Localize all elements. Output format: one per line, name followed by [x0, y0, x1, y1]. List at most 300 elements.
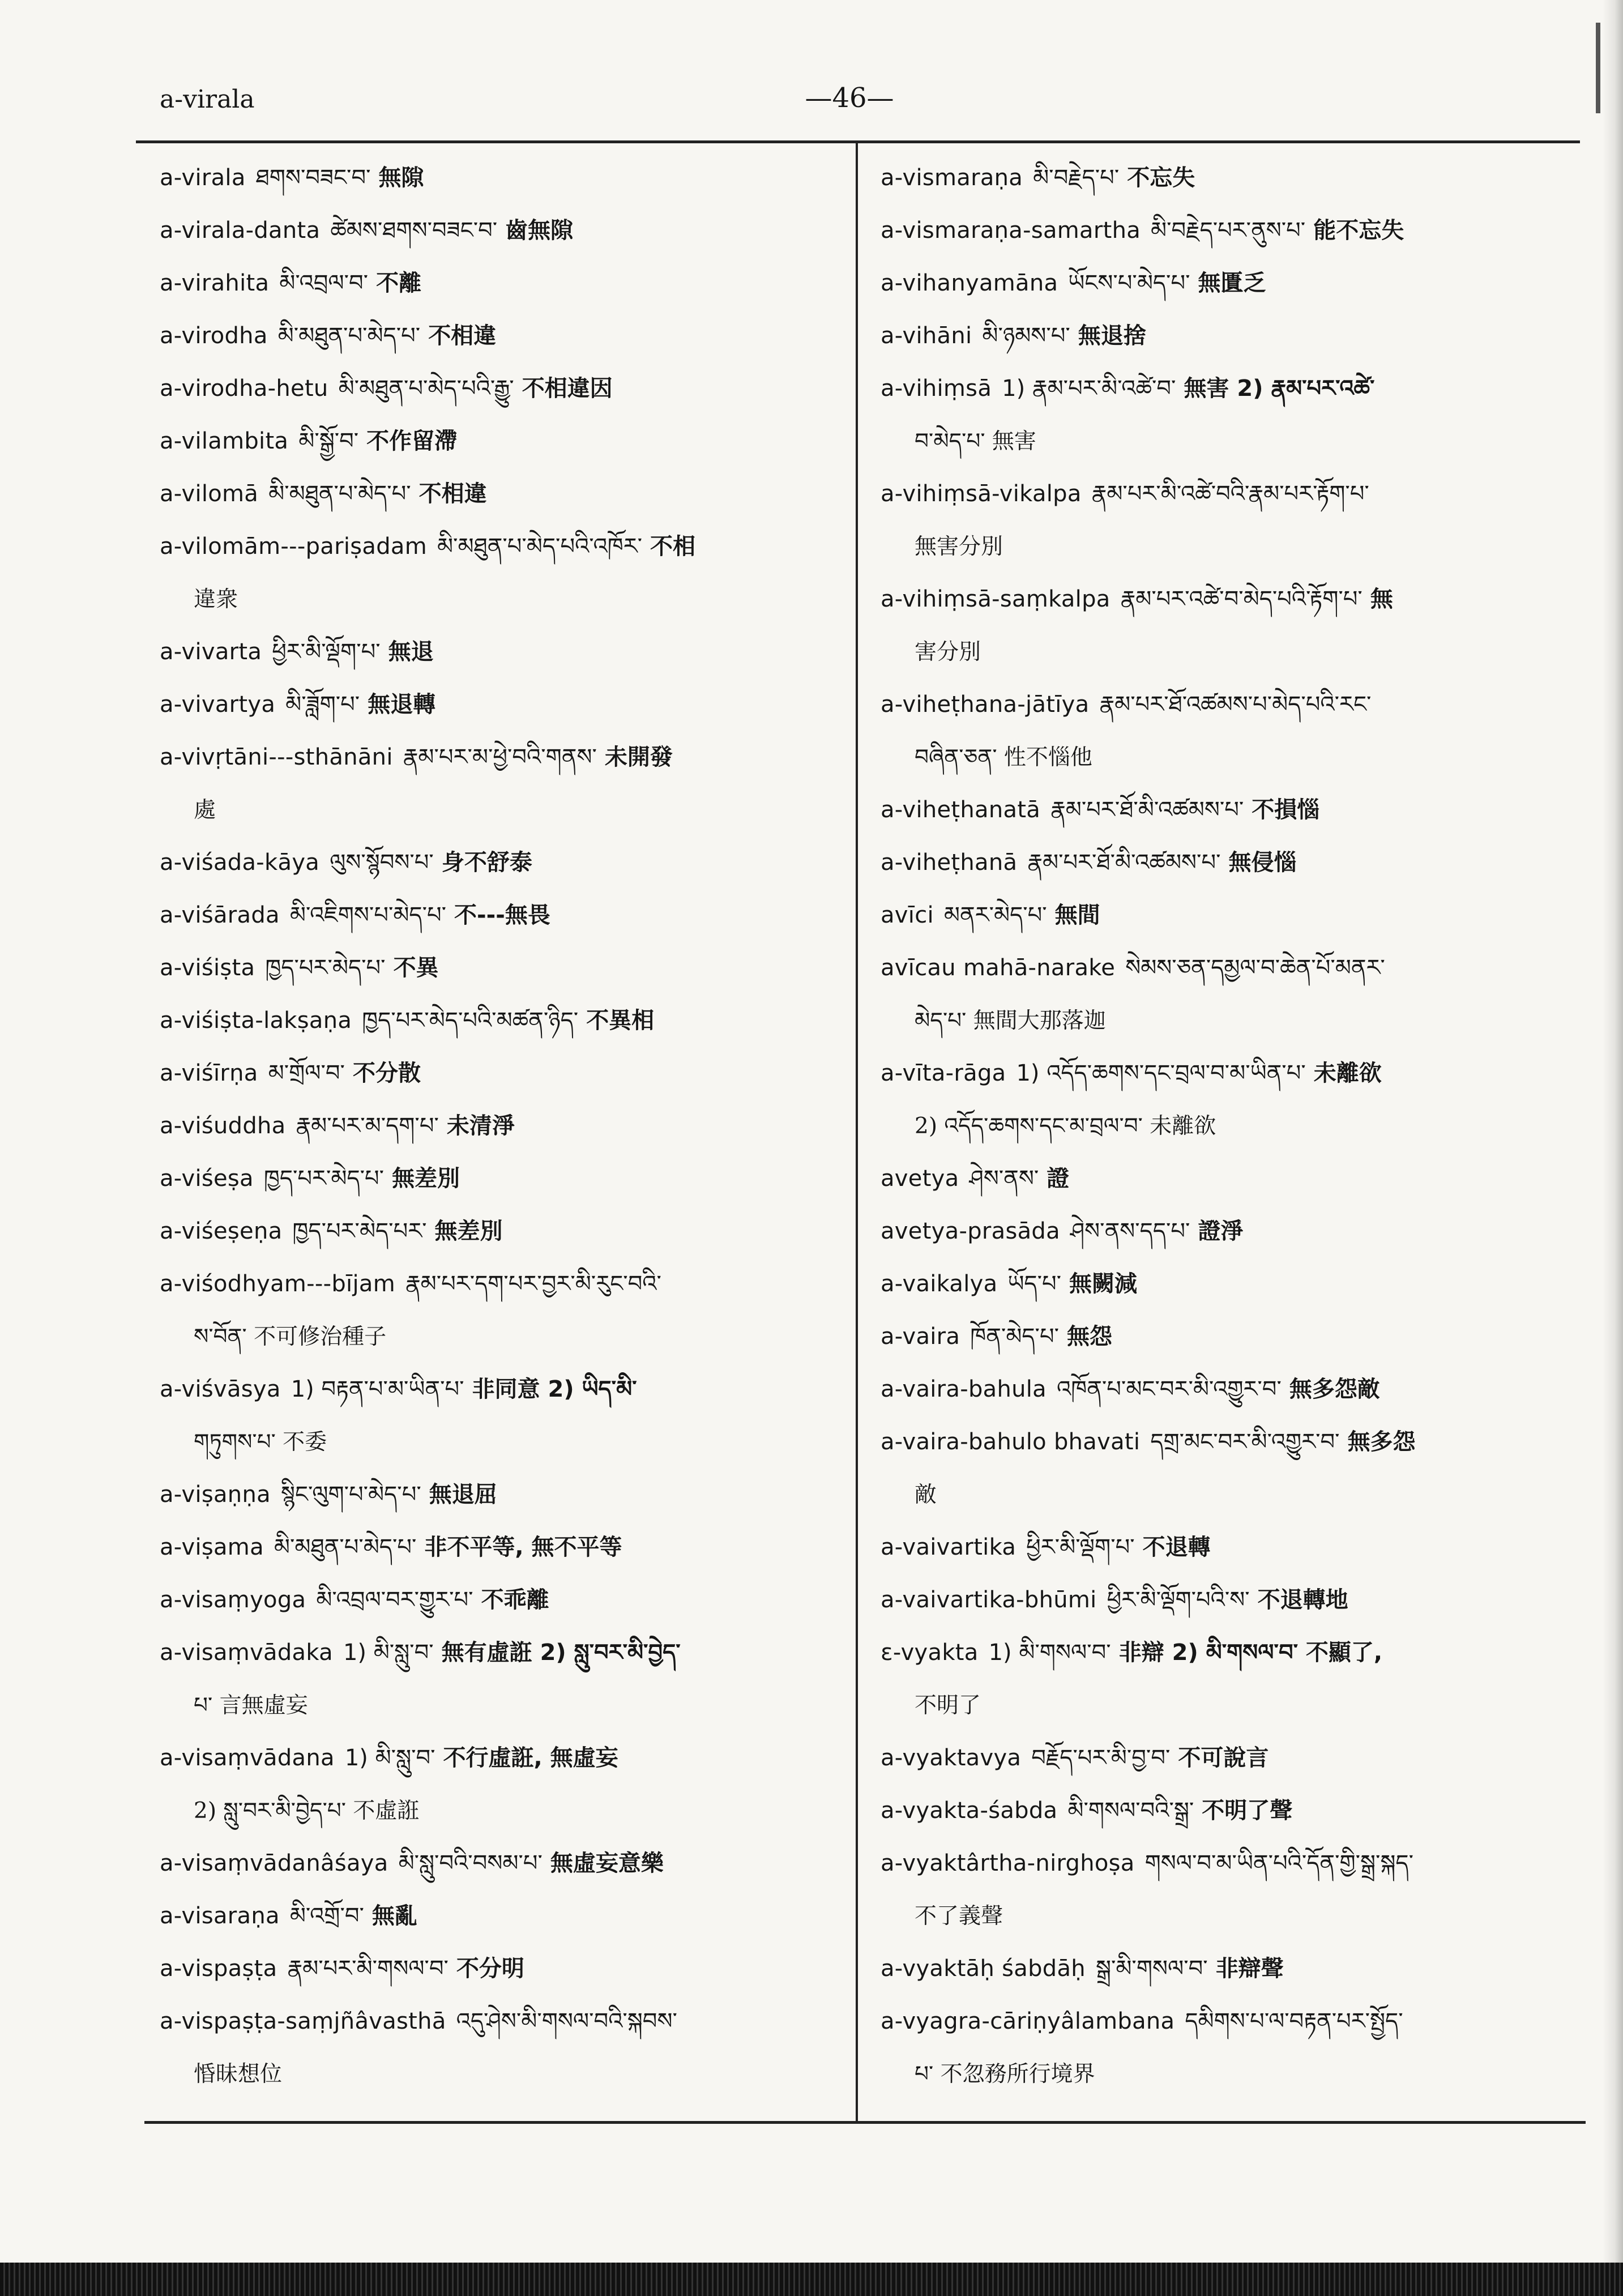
- dictionary-entry: [881, 468, 1554, 573]
- headword: a-vaira-bahulo bhavati: [881, 1429, 1141, 1455]
- entry-continuation: པ་ 不忽務所行境界: [915, 2062, 1095, 2087]
- entry-first-line: [160, 1047, 839, 1100]
- tibetan-equivalent: མི་ཟློག་པ་: [285, 692, 360, 718]
- tibetan-equivalent: ཕྱིར་མི་ལྡོག་པའི་ས་: [1107, 1587, 1250, 1613]
- dictionary-entry: [160, 1258, 839, 1363]
- tibetan-equivalent: ཚེམས་ཐགས་བཟང་བ་: [330, 217, 498, 244]
- entry-first-line: [881, 837, 1554, 889]
- tibetan-equivalent: རྣམ་པར་ཐོ་མི་འཚམས་པ་: [1050, 797, 1244, 823]
- headword: a-vihiṃsā: [881, 375, 992, 402]
- dictionary-entry: [160, 1100, 839, 1153]
- chinese-equivalent: 不---無畏: [454, 902, 550, 928]
- tibetan-equivalent: མི་སྒྱོ་བ་: [298, 428, 359, 454]
- dictionary-entry: [160, 204, 839, 257]
- entry-continuation: 惛昧想位: [194, 2062, 283, 2087]
- entry-first-line: [881, 1785, 1554, 1837]
- chinese-equivalent: 無差別: [434, 1218, 503, 1244]
- headword: a-viṣaṇṇa: [160, 1482, 271, 1508]
- tibetan-equivalent: ཤེས་ནས་: [969, 1166, 1039, 1192]
- entry-first-line: [881, 1311, 1554, 1363]
- dictionary-entry: [881, 1205, 1554, 1258]
- tibetan-equivalent: ཡོངས་པ་མེད་པ་: [1068, 270, 1190, 296]
- dictionary-entry: [160, 1363, 839, 1469]
- entry-first-line: [881, 1047, 1554, 1100]
- tibetan-equivalent: རྣམ་པར་མི་འཚེ་བའི་རྣམ་པར་རྟོག་པ་: [1091, 481, 1369, 507]
- chinese-equivalent: 不相違: [428, 323, 497, 349]
- dictionary-entry: [881, 1047, 1554, 1153]
- tibetan-equivalent: གསལ་བ་མ་ཡིན་པའི་དོན་གྱི་སྒྲ་སྐད་: [1144, 1850, 1413, 1876]
- tibetan-equivalent: བརྗོད་པར་མི་བྱ་བ་: [1031, 1745, 1171, 1771]
- chinese-equivalent: 未離欲: [1313, 1060, 1382, 1086]
- entry-first-line: [881, 1574, 1554, 1627]
- chinese-equivalent: 無有虛誑 2) སླུ་བར་མི་བྱེད་: [441, 1640, 681, 1666]
- dictionary-entry: [881, 1995, 1554, 2101]
- chinese-equivalent: 身不舒泰: [441, 850, 532, 876]
- dictionary-entry: [881, 1153, 1554, 1205]
- entry-continuation: 無害分別: [915, 534, 1003, 560]
- entry-continuation: 2) འདོད་ཆགས་དང་མ་བྲལ་བ་ 未離欲: [915, 1113, 1216, 1139]
- tibetan-equivalent: རྣམ་པར་དག་པར་བྱར་མི་རུང་བའི་: [405, 1271, 661, 1297]
- headword: a-virala: [160, 165, 246, 191]
- headword: a-viheṭhana-jātīya: [881, 692, 1090, 718]
- dictionary-entry: [160, 1837, 839, 1890]
- entry-first-line: [881, 889, 1554, 942]
- chinese-equivalent: 齒無隙: [505, 217, 574, 244]
- tibetan-equivalent: མ་གྲོལ་བ་: [268, 1060, 345, 1086]
- tibetan-equivalent: ཁྱད་པར་མེད་པར་: [292, 1218, 427, 1244]
- entry-first-line: [160, 1574, 839, 1627]
- chinese-equivalent: 不分散: [352, 1060, 421, 1086]
- tibetan-equivalent: མི་མཐུན་པ་མེད་པ་: [277, 323, 421, 349]
- headword: a-vihiṃsā-saṃkalpa: [881, 586, 1111, 612]
- dictionary-entry: [881, 1943, 1554, 1995]
- chinese-equivalent: 未清淨: [446, 1113, 515, 1139]
- dictionary-entry: [881, 1416, 1554, 1521]
- headword: ɛ-vyakta: [881, 1640, 979, 1666]
- tibetan-equivalent: མི་མཐུན་པ་མེད་པའི་འཁོར་: [437, 534, 643, 560]
- entry-first-line: [160, 1890, 839, 1943]
- chinese-equivalent: 無間: [1054, 902, 1100, 928]
- entry-first-line: [160, 837, 839, 889]
- entry-first-line: [160, 1258, 839, 1311]
- headword: a-viheṭhanatā: [881, 797, 1041, 823]
- tibetan-equivalent: མི་འཇིགས་པ་མེད་པ་: [289, 902, 447, 928]
- dictionary-entry: [881, 942, 1554, 1047]
- headword: a-visaṃvādana: [160, 1745, 335, 1771]
- dictionary-entry: [160, 837, 839, 889]
- tibetan-equivalent: འཁོན་པ་མང་བར་མི་འགྱུར་བ་: [1057, 1376, 1282, 1402]
- headword: a-viśvāsya: [160, 1376, 281, 1402]
- entry-continuation: ས་བོན་ 不可修治種子: [194, 1324, 387, 1350]
- entry-first-line: [881, 1153, 1554, 1205]
- tibetan-equivalent: 1) འདོད་ཆགས་དང་བྲལ་བ་མ་ཡིན་པ་: [1016, 1060, 1306, 1086]
- tibetan-equivalent: མི་མཐུན་པ་མེད་པའི་རྒྱུ་: [338, 375, 514, 402]
- entry-continuation: པ་ 言無虛妄: [194, 1693, 308, 1718]
- dictionary-entry: [160, 1943, 839, 1995]
- headword: a-virodha-hetu: [160, 375, 328, 402]
- dictionary-entry: [160, 678, 839, 731]
- headword: a-vivṛtāni---sthānāni: [160, 744, 393, 770]
- chinese-equivalent: 無闕減: [1069, 1271, 1138, 1297]
- tibetan-equivalent: 1) བརྟན་པ་མ་ཡིན་པ་: [291, 1376, 464, 1402]
- entry-first-line: [881, 1205, 1554, 1258]
- entry-continuation: 敵: [915, 1482, 937, 1508]
- chinese-equivalent: 能不忘失: [1313, 217, 1404, 244]
- entry-continuation: གཏུགས་པ་ 不委: [194, 1429, 327, 1455]
- dictionary-entry: [160, 415, 839, 468]
- chinese-equivalent: 不異: [393, 955, 439, 981]
- chinese-equivalent: 未開發: [604, 744, 673, 770]
- headword: a-viśārada: [160, 902, 280, 928]
- bottom-rule: [144, 2121, 1586, 2124]
- tibetan-equivalent: མི་སླུ་བའི་བསམ་པ་: [398, 1850, 543, 1876]
- dictionary-entry: [160, 257, 839, 310]
- dictionary-entry: [881, 310, 1554, 362]
- entry-first-line: [160, 1521, 839, 1574]
- chinese-equivalent: 非同意 2) ཡིད་མི་: [472, 1376, 637, 1402]
- entry-first-line: [881, 678, 1554, 731]
- entry-first-line: [160, 520, 839, 573]
- entry-first-line: [160, 1100, 839, 1153]
- headword: a-vīta-rāga: [881, 1060, 1006, 1086]
- tibetan-equivalent: ཡོད་པ་: [1007, 1271, 1062, 1297]
- scan-bottom-band: [0, 2263, 1623, 2296]
- chinese-equivalent: 不相違: [418, 481, 487, 507]
- chinese-equivalent: 不離: [376, 270, 422, 296]
- entry-first-line: [160, 362, 839, 415]
- headword: a-vaira: [881, 1324, 960, 1350]
- tibetan-equivalent: 1) རྣམ་པར་མི་འཚེ་བ་: [1002, 375, 1176, 402]
- tibetan-equivalent: མི་གསལ་བའི་སྒྲ་: [1067, 1798, 1194, 1824]
- entry-continuation: བཞིན་ཅན་ 性不惱他: [915, 745, 1092, 770]
- headword: a-vilambita: [160, 428, 289, 454]
- entry-first-line: [160, 1627, 839, 1679]
- entry-first-line: [160, 1205, 839, 1258]
- chinese-equivalent: 不退轉: [1142, 1534, 1211, 1560]
- chinese-equivalent: 非辯聲: [1215, 1956, 1284, 1982]
- headword: a-vyakta-śabda: [881, 1798, 1058, 1824]
- tibetan-equivalent: ཤེས་ནས་དད་པ་: [1070, 1218, 1190, 1244]
- headword: a-viśada-kāya: [160, 850, 320, 876]
- entry-first-line: [160, 257, 839, 310]
- headword: a-vispaṣṭa: [160, 1956, 277, 1982]
- chinese-equivalent: 非不平等, 無不平等: [424, 1534, 622, 1560]
- headword: a-viheṭhanā: [881, 850, 1018, 876]
- headword: a-visaṃvādaka: [160, 1640, 333, 1666]
- entry-first-line: [160, 204, 839, 257]
- headword: a-viśeṣa: [160, 1166, 254, 1192]
- headword: a-vihiṃsā-vikalpa: [881, 481, 1082, 507]
- chinese-equivalent: 不忘失: [1127, 165, 1195, 191]
- running-head: a-virala: [160, 85, 255, 114]
- headword: a-virala-danta: [160, 217, 321, 244]
- entry-first-line: [881, 942, 1554, 995]
- entry-first-line: [160, 1363, 839, 1416]
- tibetan-equivalent: ཕྱིར་མི་ལྡོག་པ་: [1026, 1534, 1135, 1560]
- entry-first-line: [881, 257, 1554, 310]
- chinese-equivalent: 無侵惱: [1228, 850, 1297, 876]
- headword: a-vivartya: [160, 692, 276, 718]
- headword: avīci: [881, 902, 934, 928]
- headword: a-viśiṣta: [160, 955, 255, 981]
- entry-first-line: [160, 626, 839, 678]
- tibetan-equivalent: རྣམ་པར་ཐོ་མི་འཚམས་པ་: [1027, 850, 1221, 876]
- dictionary-entry: [881, 784, 1554, 837]
- headword: avetya-prasāda: [881, 1218, 1060, 1244]
- entry-first-line: [881, 1732, 1554, 1785]
- chinese-equivalent: 非辯 2) མི་གསལ་བ་ 不顯了,: [1118, 1640, 1383, 1666]
- entry-first-line: [881, 310, 1554, 362]
- entry-first-line: [881, 1258, 1554, 1311]
- dictionary-entry: [881, 889, 1554, 942]
- entry-continuation: 害分別: [915, 639, 981, 665]
- tibetan-equivalent: དམིགས་པ་ལ་བརྟན་པར་སྤྱོད་: [1185, 2008, 1403, 2034]
- dictionary-entry: [881, 678, 1554, 784]
- dictionary-entry: [160, 731, 839, 837]
- tibetan-equivalent: སེམས་ཅན་དམྱལ་བ་ཆེན་པོ་མནར་: [1125, 955, 1385, 981]
- headword: a-vismaraṇa-samartha: [881, 217, 1141, 244]
- chinese-equivalent: 不分明: [456, 1956, 524, 1982]
- tibetan-equivalent: རྣམ་པར་མ་དག་པ་: [296, 1113, 439, 1139]
- tibetan-equivalent: རྣམ་པར་མ་ཕྱེ་བའི་གནས་: [403, 744, 597, 770]
- headword: a-visaṃvādanâśaya: [160, 1850, 388, 1876]
- headword: a-vilomā: [160, 481, 259, 507]
- entry-first-line: [881, 573, 1554, 626]
- chinese-equivalent: 不行虛誑, 無虛妄: [443, 1745, 618, 1771]
- entry-continuation: 不明了: [915, 1693, 981, 1718]
- dictionary-entry: [881, 573, 1554, 678]
- headword: a-vyagra-cāriṇyâlambana: [881, 2008, 1175, 2034]
- tibetan-equivalent: ལུས་སྙོབས་པ་: [330, 850, 434, 876]
- dictionary-entry: [881, 1574, 1554, 1627]
- chinese-equivalent: 證: [1047, 1166, 1070, 1192]
- dictionary-entry: [160, 1047, 839, 1100]
- headword: a-vihāni: [881, 323, 972, 349]
- top-rule: [136, 140, 1580, 143]
- tibetan-equivalent: ཐགས་བཟང་བ་: [255, 165, 371, 191]
- chinese-equivalent: 無退轉: [368, 692, 436, 718]
- chinese-equivalent: 無虛妄意樂: [550, 1850, 664, 1876]
- entry-first-line: [160, 152, 839, 204]
- chinese-equivalent: 無隙: [378, 165, 424, 191]
- tibetan-equivalent: ཁྱད་པར་མེད་པ་: [263, 1166, 385, 1192]
- dictionary-entry: [881, 257, 1554, 310]
- entry-continuation: 不了義聲: [915, 1904, 1003, 1929]
- right-column: [881, 152, 1554, 2101]
- headword: avīcau mahā-narake: [881, 955, 1116, 981]
- tibetan-equivalent: འདུ་ཤེས་མི་གསལ་བའི་སྐབས་: [456, 2008, 677, 2034]
- tibetan-equivalent: རྣམ་པར་མི་གསལ་བ་: [287, 1956, 449, 1982]
- tibetan-equivalent: མི་བརྗེད་པ་: [1033, 165, 1120, 191]
- entry-first-line: [881, 1943, 1554, 1995]
- entry-continuation: བ་མེད་པ་ 無害: [915, 429, 1036, 454]
- headword: a-viṣama: [160, 1534, 264, 1560]
- tibetan-equivalent: དགྲ་མང་བར་མི་འགྱུར་བ་: [1150, 1429, 1340, 1455]
- chinese-equivalent: 無亂: [371, 1903, 417, 1929]
- headword: a-vilomām---pariṣadam: [160, 534, 427, 560]
- dictionary-entry: [160, 1890, 839, 1943]
- entry-first-line: [881, 1995, 1554, 2048]
- dictionary-entry: [881, 1732, 1554, 1785]
- tibetan-equivalent: མི་ཉམས་པ་: [982, 323, 1070, 349]
- headword: a-vismaraṇa: [881, 165, 1023, 191]
- dictionary-entry: [160, 1732, 839, 1837]
- dictionary-entry: [160, 942, 839, 995]
- tibetan-equivalent: མི་མཐུན་པ་མེད་པ་: [268, 481, 411, 507]
- dictionary-entry: [160, 1153, 839, 1205]
- tibetan-equivalent: སྙིང་ལུག་པ་མེད་པ་: [280, 1482, 421, 1508]
- entry-first-line: [160, 468, 839, 520]
- chinese-equivalent: 不明了聲: [1202, 1798, 1293, 1824]
- dictionary-entry: [881, 1258, 1554, 1311]
- entry-first-line: [881, 362, 1554, 415]
- chinese-equivalent: 無差別: [392, 1166, 460, 1192]
- dictionary-entry: [160, 310, 839, 362]
- chinese-equivalent: 無: [1370, 586, 1393, 612]
- tibetan-equivalent: མི་འབྲལ་བར་གྱུར་པ་: [316, 1587, 473, 1613]
- headword: a-vyaktāḥ śabdāḥ: [881, 1956, 1086, 1982]
- entry-continuation: 違衆: [194, 587, 238, 612]
- entry-first-line: [160, 415, 839, 468]
- entry-continuation: མེད་པ་ 無間大那落迦: [915, 1008, 1106, 1034]
- scan-edge-shadow: [1603, 0, 1623, 2296]
- dictionary-entry: [881, 1627, 1554, 1732]
- chinese-equivalent: 不作留滯: [366, 428, 458, 454]
- tibetan-equivalent: མནར་མེད་པ་: [943, 902, 1047, 928]
- entry-first-line: [881, 1837, 1554, 1890]
- tibetan-equivalent: རྣམ་པར་ཐོ་འཚམས་པ་མེད་པའི་རང་: [1099, 692, 1372, 718]
- entry-first-line: [881, 1416, 1554, 1469]
- tibetan-equivalent: ཕྱིར་མི་ལྡོག་པ་: [272, 639, 381, 665]
- entry-first-line: [160, 678, 839, 731]
- headword: a-viśīrṇa: [160, 1060, 258, 1086]
- headword: a-viśiṣta-lakṣaṇa: [160, 1008, 352, 1034]
- chinese-equivalent: 無怨: [1067, 1324, 1112, 1350]
- chinese-equivalent: 無退捨: [1078, 323, 1146, 349]
- headword: a-vispaṣṭa-saṃjñâvasthā: [160, 2008, 446, 2034]
- dictionary-entry: [881, 837, 1554, 889]
- dictionary-entry: [881, 362, 1554, 468]
- dictionary-entry: [160, 626, 839, 678]
- dictionary-entry: [160, 520, 839, 626]
- tibetan-equivalent: 1) མི་སླུ་བ་: [344, 1745, 435, 1771]
- dictionary-entry: [881, 204, 1554, 257]
- chinese-equivalent: 無退屈: [429, 1482, 497, 1508]
- tibetan-equivalent: ཁོན་མེད་པ་: [970, 1324, 1059, 1350]
- entry-continuation: 2) སླུ་བར་མི་བྱེད་པ་ 不虛誑: [194, 1798, 420, 1824]
- chinese-equivalent: 不損惱: [1252, 797, 1320, 823]
- entry-first-line: [160, 942, 839, 995]
- chinese-equivalent: 不可說言: [1178, 1745, 1269, 1771]
- entry-first-line: [881, 1521, 1554, 1574]
- dictionary-entry: [160, 1995, 839, 2101]
- entry-first-line: [881, 152, 1554, 204]
- tibetan-equivalent: 1) མི་སླུ་བ་: [343, 1640, 434, 1666]
- headword: a-viśodhyam---bījam: [160, 1271, 395, 1297]
- chinese-equivalent: 無匱乏: [1198, 270, 1266, 296]
- entry-continuation: 處: [194, 797, 216, 823]
- dictionary-entry: [881, 1785, 1554, 1837]
- tibetan-equivalent: མི་འབྲལ་བ་: [279, 270, 369, 296]
- chinese-equivalent: 無多怨敵: [1289, 1376, 1380, 1402]
- dictionary-entry: [160, 1521, 839, 1574]
- headword: a-vyaktavya: [881, 1745, 1022, 1771]
- headword: a-vaira-bahula: [881, 1376, 1047, 1402]
- chinese-equivalent: 無退: [388, 639, 434, 665]
- chinese-equivalent: 不乖離: [481, 1587, 549, 1613]
- entry-first-line: [881, 784, 1554, 837]
- dictionary-entry: [160, 468, 839, 520]
- headword: a-virodha: [160, 323, 268, 349]
- chinese-equivalent: 不相違因: [522, 375, 613, 402]
- dictionary-entry: [881, 1311, 1554, 1363]
- tibetan-equivalent: ཁྱད་པར་མེད་པ་: [265, 955, 386, 981]
- entry-first-line: [881, 204, 1554, 257]
- entry-first-line: [160, 1995, 839, 2048]
- tibetan-equivalent: 1) མི་གསལ་བ་: [988, 1640, 1111, 1666]
- entry-first-line: [160, 1732, 839, 1785]
- chinese-equivalent: 不相: [650, 534, 696, 560]
- chinese-equivalent: 無害 2) རྣམ་པར་འཚེ་: [1184, 375, 1375, 402]
- dictionary-entry: [160, 152, 839, 204]
- dictionary-entry: [160, 1574, 839, 1627]
- dictionary-entry: [160, 1469, 839, 1521]
- headword: a-vihanyamāna: [881, 270, 1058, 296]
- headword: a-visaṃyoga: [160, 1587, 306, 1613]
- entry-first-line: [160, 1837, 839, 1890]
- dictionary-entry: [881, 152, 1554, 204]
- chinese-equivalent: 不退轉地: [1257, 1587, 1348, 1613]
- entry-first-line: [881, 468, 1554, 520]
- entry-first-line: [881, 1363, 1554, 1416]
- headword: a-vaivartika-bhūmi: [881, 1587, 1097, 1613]
- dictionary-entry: [160, 1627, 839, 1732]
- dictionary-entry: [160, 995, 839, 1047]
- chinese-equivalent: 證淨: [1198, 1218, 1244, 1244]
- headword: a-viśeṣeṇa: [160, 1218, 283, 1244]
- headword: avetya: [881, 1166, 959, 1192]
- entry-first-line: [160, 889, 839, 942]
- entry-first-line: [160, 1153, 839, 1205]
- tibetan-equivalent: སྒྲ་མི་གསལ་བ་: [1095, 1956, 1208, 1982]
- headword: a-vivarta: [160, 639, 262, 665]
- dictionary-entry: [881, 1363, 1554, 1416]
- headword: a-viśuddha: [160, 1113, 286, 1139]
- scan-mark: [1596, 23, 1600, 113]
- headword: a-vyaktârtha-nirghoṣa: [881, 1850, 1135, 1876]
- tibetan-equivalent: མི་བརྗེད་པར་ནུས་པ་: [1151, 217, 1306, 244]
- dictionary-entry: [160, 1205, 839, 1258]
- chinese-equivalent: 不異相: [586, 1008, 655, 1034]
- page-number: —46—: [805, 82, 894, 114]
- tibetan-equivalent: རྣམ་པར་འཚེ་བ་མེད་པའི་རྟོག་པ་: [1120, 586, 1363, 612]
- entry-first-line: [160, 1943, 839, 1995]
- headword: a-visaraṇa: [160, 1903, 280, 1929]
- tibetan-equivalent: ཁྱད་པར་མེད་པའི་མཚན་ཉིད་: [362, 1008, 579, 1034]
- column-divider: [856, 142, 858, 2122]
- tibetan-equivalent: མི་འགྲོ་བ་: [289, 1903, 364, 1929]
- entry-first-line: [160, 731, 839, 784]
- entry-first-line: [881, 1627, 1554, 1679]
- entry-first-line: [160, 995, 839, 1047]
- dictionary-entry: [160, 889, 839, 942]
- headword: a-vaikalya: [881, 1271, 998, 1297]
- tibetan-equivalent: མི་མཐུན་པ་མེད་པ་: [274, 1534, 417, 1560]
- dictionary-entry: [881, 1837, 1554, 1943]
- dictionary-entry: [881, 1521, 1554, 1574]
- dictionary-entry: [160, 362, 839, 415]
- entry-first-line: [160, 1469, 839, 1521]
